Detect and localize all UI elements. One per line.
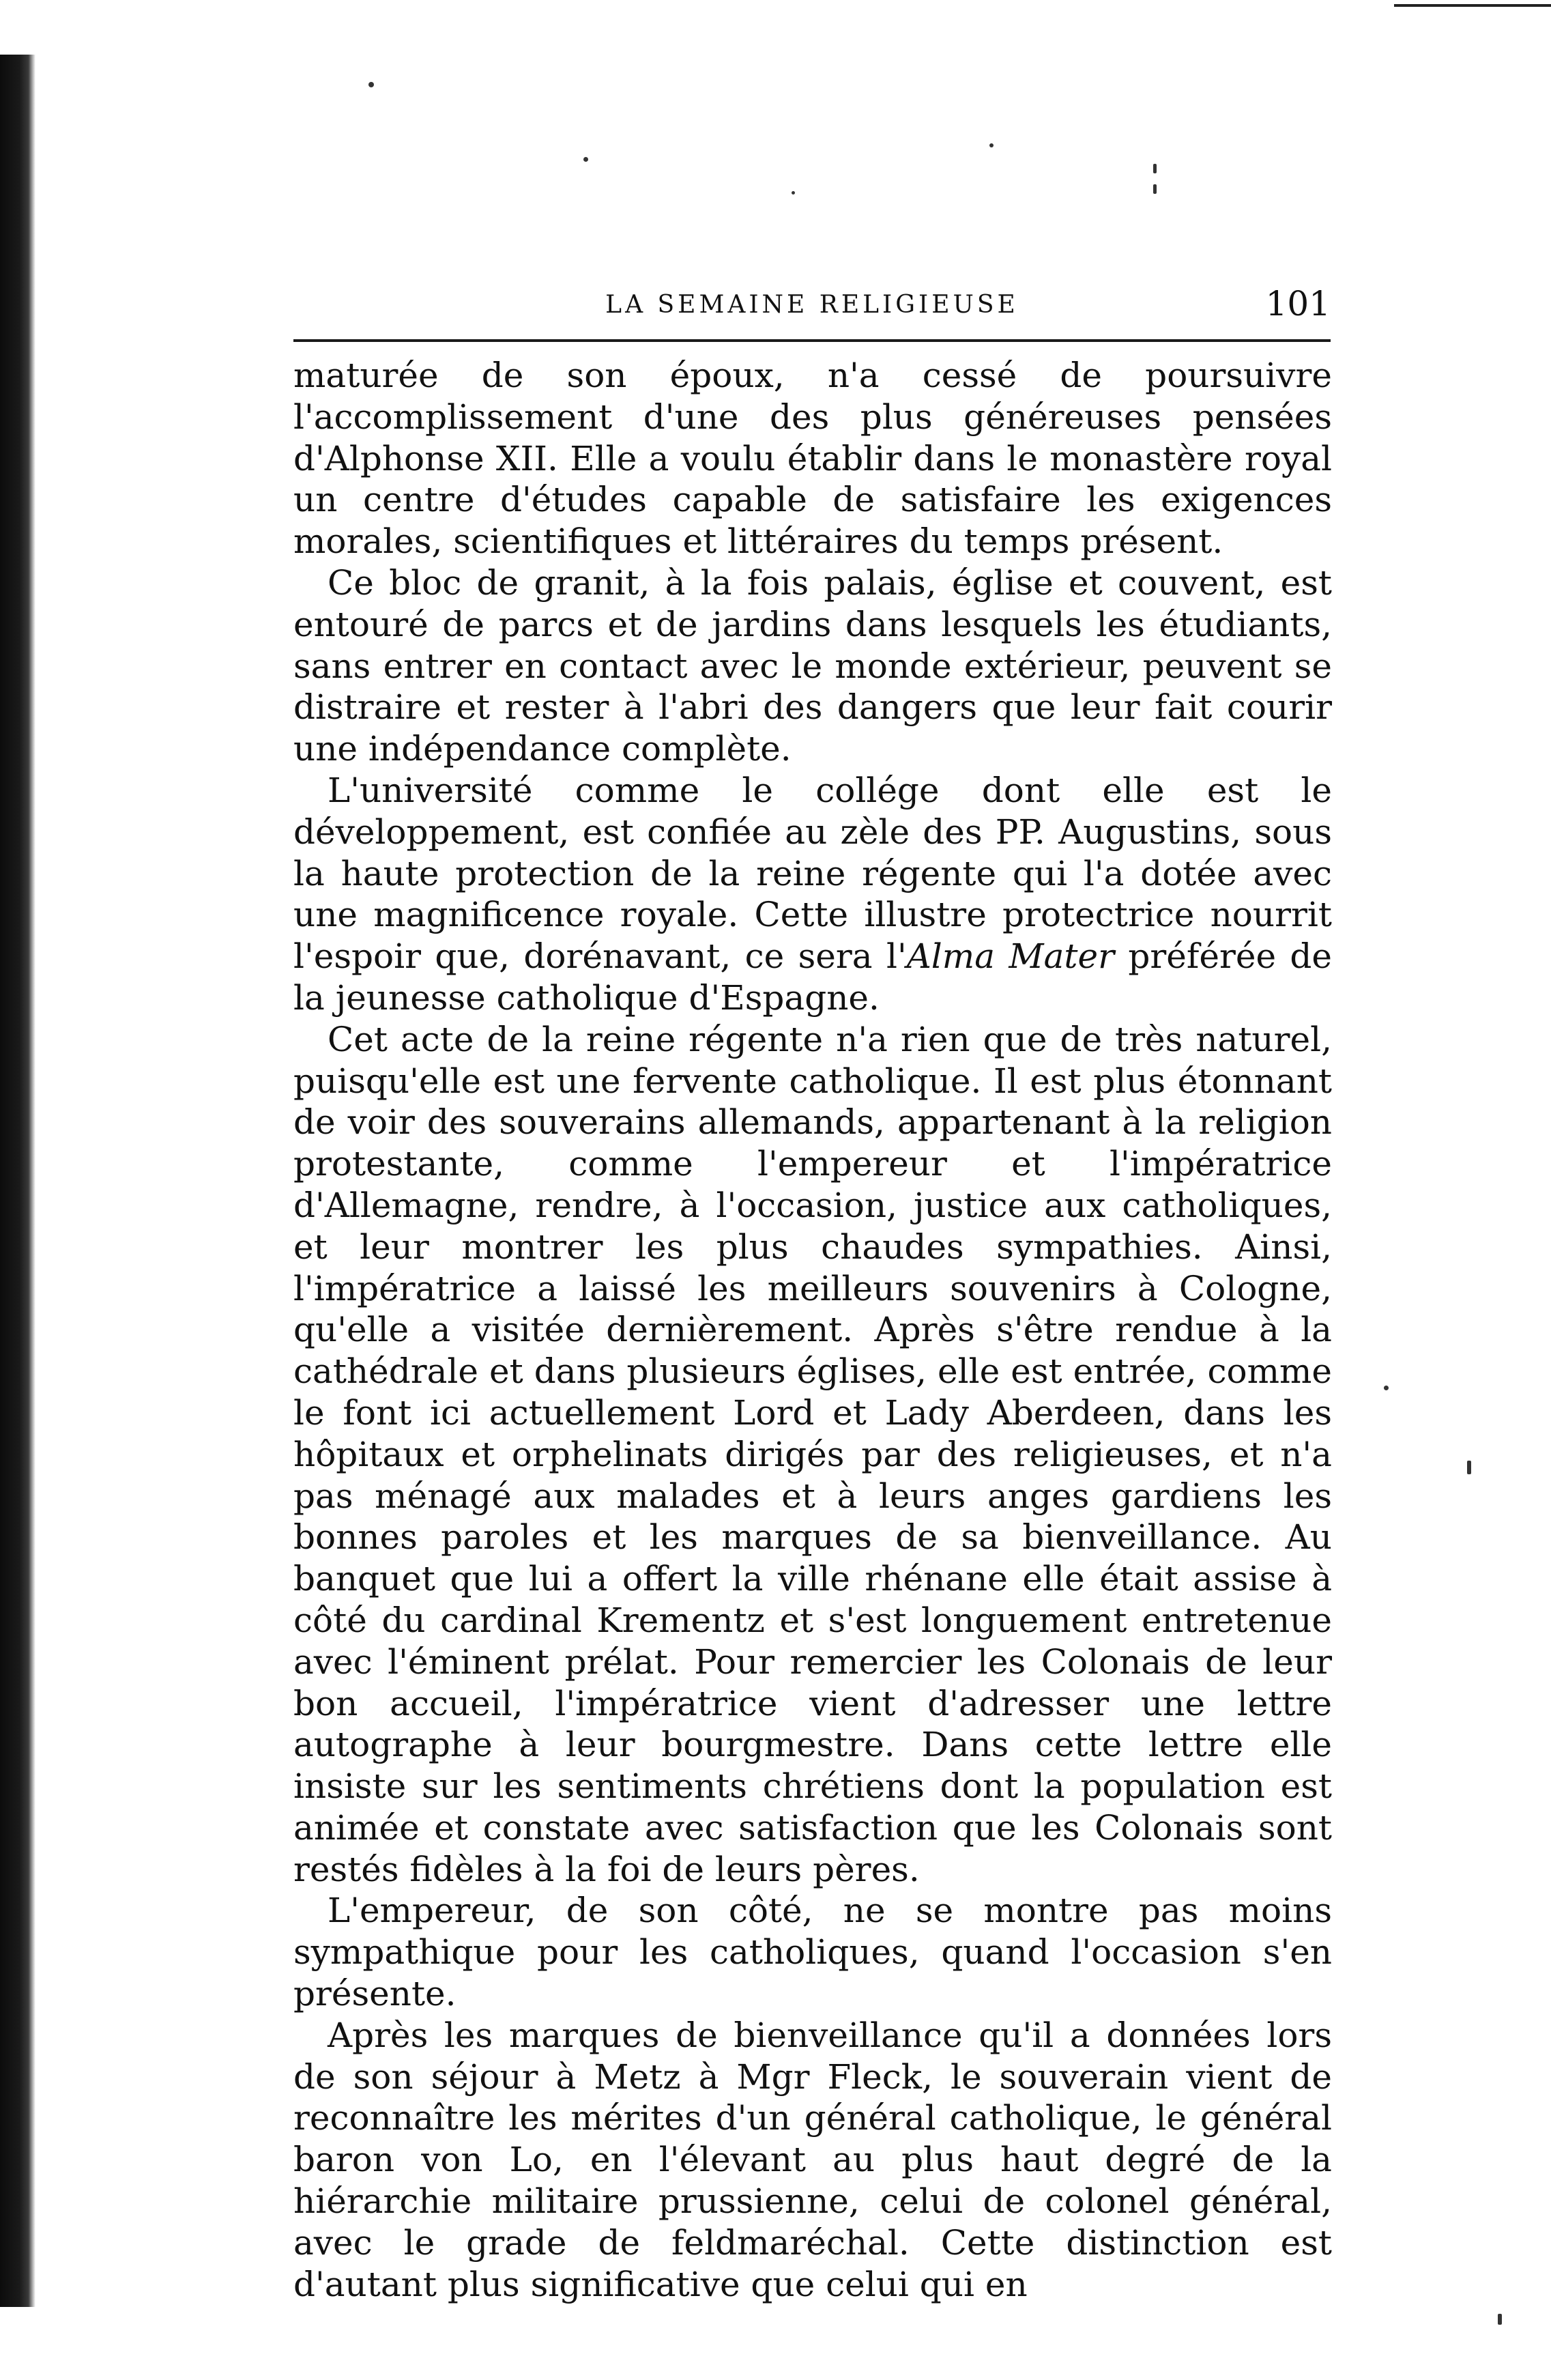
scan-speck (583, 157, 588, 162)
paragraph-2: Ce bloc de granit, à la fois palais, église et couvent, est entouré de parcs et de jardins dans lesquels les étudiants, sans entrer en contact avec le monde extérieur, peuvent se distraire et rester à l'abri des dangers que leur fait courir une indépendance complète. (293, 562, 1332, 769)
scan-speck (1467, 1461, 1471, 1474)
paragraph-1: maturée de son époux, n'a cessé de poursuivre l'accomplissement d'une des plus généreuses pensées d'Alphonse XII. Elle a voulu établir dans le monastère royal un centre d'études capable de satisfaire les exigences morales, scientifiques et littéraires du temps présent. (293, 356, 1332, 562)
page-number: 101 (1265, 284, 1331, 324)
paragraph-5: L'empereur, de son côté, ne se montre pas moins sympathique pour les catholiques, quand l'occasion s'en présente. (293, 1891, 1332, 2014)
scan-speck (1384, 1386, 1389, 1390)
running-head: LA SEMAINE RELIGIEUSE (605, 291, 1019, 319)
scan-speck (1153, 184, 1157, 194)
paragraph-3: L'université comme le collége dont elle est le développement, est confiée au zèle des PP. Augustins, sous la haute protection de la reine régente qui l'a dotée avec une magnificence royale. Cette illustre protectrice nourrit l'espoir que, dorénavant, ce sera l'Alma Mater préférée de la jeunesse catholique d'Espagne. (293, 770, 1332, 1018)
scan-speck (989, 143, 994, 147)
alma-mater-phrase: Alma Mater (906, 936, 1114, 977)
scan-speck (1153, 164, 1157, 173)
scan-edge-mark (1394, 4, 1551, 7)
scan-speck (368, 82, 374, 87)
paragraph-6: Après les marques de bienveillance qu'il a données lors de son séjour à Metz à Mgr Fleck, le souverain vient de reconnaître les mérites d'un général catholique, le général baron von Lo, en l'élevant au plus haut degré de la hiérarchie militaire prussienne, celui de colonel général, avec le grade de feldmaréchal. Cette distinction est d'autant plus significative que celui qui en (293, 2015, 1332, 2304)
scan-speck (792, 191, 795, 195)
scan-speck (1498, 2314, 1502, 2325)
book-binding-edge (0, 55, 35, 2307)
article-body (293, 355, 1332, 2305)
page-header (293, 284, 1331, 328)
paragraph-4: Cet acte de la reine régente n'a rien que de très naturel, puisqu'elle est une fervente catholique. Il est plus étonnant de voir des souverains allemands, appartenant à la religion protestante, comme l'empereur et l'impératrice d'Allemagne, rendre, à l'occasion, justice aux catholiques, et leur montrer les plus chaudes sympathies. Ainsi, l'impératrice a laissé les meilleurs souvenirs à Cologne, qu'elle a visitée dernièrement. Après s'être rendue à la cathédrale et dans plusieurs églises, elle est entrée, comme le font ici actuellement Lord et Lady Aberdeen, dans les hôpitaux et orphelinats dirigés par des religieuses, et n'a pas ménagé aux malades et à leurs anges gardiens les bonnes paroles et les marques de sa bienveillance. Au banquet que lui a offert la ville rhénane elle était assise à côté du cardinal Krementz et s'est longuement entretenue avec l'éminent prélat. Pour remercier les Colonais de leur bon accueil, l'impératrice vient d'adresser une lettre autographe à leur bourgmestre. Dans cette lettre elle insiste sur les sentiments chrétiens dont la population est animée et constate avec satisfaction que les Colonais sont restés fidèles à la foi de leurs pères. (293, 1019, 1332, 1889)
header-rule (293, 339, 1331, 342)
